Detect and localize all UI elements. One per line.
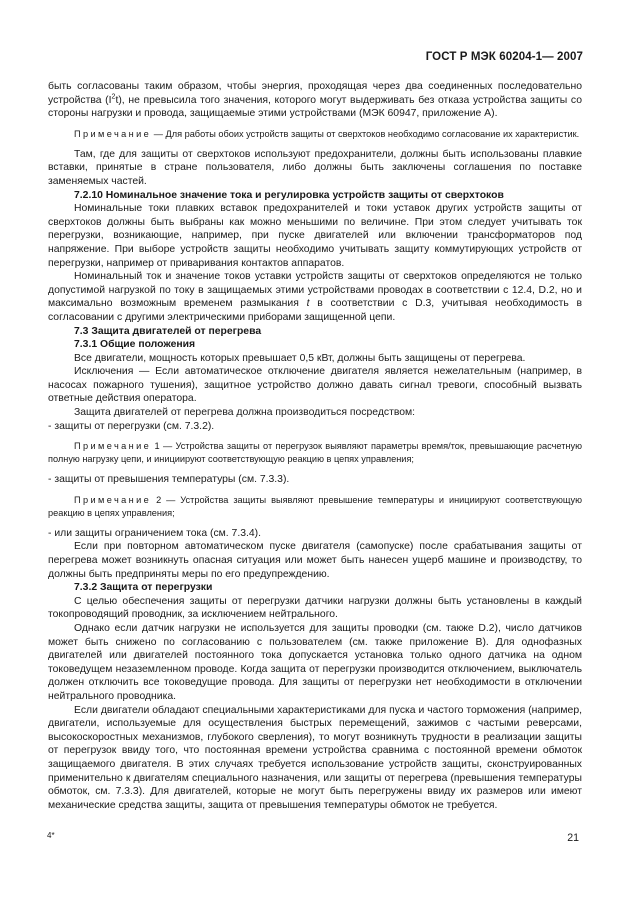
- note-label: Примечание: [74, 128, 152, 139]
- paragraph: Там, где для защиты от сверхтоков используют предохранители, должны быть использованы плавкие вставки, принятые в стране пользователя, либо должны быть заключены соглашения по поставке заменяемых частей.: [48, 148, 582, 187]
- superscript: 2: [111, 93, 116, 101]
- paragraph: Если двигатели обладают специальными характеристиками для пуска и частого торможения (например, двигатели, используемые для осуществления быстрых перемещений, зажимов с частыми реверсами, высокоскоростных механизмов, глубокого сверления), то могут возникнуть трудности в реализации защиты от перегрузок ввиду того, что постоянная времени устройства сравнима с постоянной времени обмоток защищаемого двигателя. В этих случаях требуется использование устройств защиты, сконструированных применительно к двигателям специального назначения, или защиты от перегрева (превышения температуры обмоток, см. 7.3.3). Для двигателей, которые не могут быть перегружены ввиду их размеров или имеют механические средства защиты, защита от превышения температуры обмоток не требуется.: [48, 704, 582, 811]
- text-span: t), не превысила того значения, которого могут выдерживать без отказа устройства защиты со стороны нагрузки и провода, защищаемые этими устройствами (МЭК 60947, приложение А).: [48, 94, 583, 120]
- text-span: быть согласованы таким образом, чтобы энергия, проходящая через два соединенных последовательно устройства (I: [48, 81, 582, 106]
- text-span: Номинальный ток и значение токов уставки устройств защиты от сверхтоков определяются не только допустимой нагрузкой по току в защищаемых этими устройствами проводах в соответствии с 12.4, D.2, но и максимально возможным временем размыкания: [48, 271, 582, 310]
- paragraph: С целью обеспечения защиты от перегрузки датчики нагрузки должны быть установлены в каждый токопроводящий проводник, за исключением нейтрального.: [48, 595, 582, 621]
- note-label: Примечание: [74, 494, 152, 505]
- section-heading-7-3-1: 7.3.1 Общие положения: [74, 339, 196, 351]
- section-heading-7-3: 7.3 Защита двигателей от перегрева: [74, 325, 262, 337]
- paragraph: [48, 270, 582, 324]
- list-item: - или защиты ограничением тока (см. 7.3.4).: [48, 527, 262, 539]
- document-header: ГОСТ Р МЭК 60204-1— 2007: [425, 51, 583, 63]
- list-item: - защиты от превышения температуры (см. 7.3.3).: [48, 474, 290, 486]
- note: [48, 440, 582, 466]
- paragraph: Номинальные токи плавких вставок предохранителей и токи уставок других устройств защиты от сверхтоков должны быть выбраны как можно меньшими по величине. При этом следует учитывать ток перегрузки, возникающие, например, при пуске двигателей или включении трансформаторов под напряжение. При выборе устройств защиты необходимо учитывать защиту коммутирующих устройств от перегрузки, например от приваривания контактов аппаратов.: [48, 203, 582, 269]
- paragraph: [48, 80, 582, 121]
- page-number: 21: [567, 832, 579, 844]
- note: [48, 128, 582, 141]
- page-body: [48, 80, 582, 812]
- paragraph: Однако если датчик нагрузки не используется для защиты проводки (см. также D.2), число датчиков может быть снижено по согласованию с пользователем (см. также приложение В). Для однофазных двигателей или двигателей постоянного тока допускается установка только одного датчика на одном токоведущем незаземленном проводе. Когда защита от перегрузки производится отключением, выключатель должен отключить все токоведущие провода. Для защиты от перегрузки нет необходимости в отключении нейтрального проводника.: [48, 623, 582, 702]
- section-heading-7-2-10: 7.2.10 Номинальное значение тока и регулировка устройств защиты от сверхтоков: [74, 189, 504, 201]
- note-label: Примечание: [74, 441, 152, 452]
- paragraph: Все двигатели, мощность которых превышает 0,5 кВт, должны быть защищены от перегрева.: [74, 352, 526, 364]
- note: [48, 494, 582, 520]
- paragraph: Если при повторном автоматическом пуске двигателя (самопуске) после срабатывания защиты от перегрева может возникнуть опасная ситуация или может быть нанесен ущерб машине и производству, то должны быть предприняты меры по его предупреждению.: [48, 541, 582, 580]
- paragraph: Исключения — Если автоматическое отключение двигателя является нежелательным (например, в насосах пожарного тушения), защитное устройство должно давать сигнал тревоги, способный вызвать ответные действия оператора.: [48, 366, 582, 405]
- sheet-mark: 4*: [47, 831, 55, 840]
- note-text: — Для работы обоих устройств защиты от сверхтоков необходимо согласование их характеристик.: [151, 128, 580, 139]
- note-text: 1 — Устройства защиты от перегрузок выявляют параметры время/ток, превышающие расчетную полную нагрузку цепи, и инициируют соответствующую реакцию в цепях управления;: [48, 441, 582, 465]
- italic-symbol: t: [306, 298, 310, 310]
- note-text: 2 — Устройства защиты выявляют превышение температуры и инициируют соответствующую реакцию в цепях управления;: [48, 494, 582, 518]
- list-item: - защиты от перегрузки (см. 7.3.2).: [48, 420, 215, 432]
- text-span: в соответствии с D.3, учитывая необходимость в согласовании с другими электрическими приборами защищенной цепи.: [48, 298, 582, 323]
- section-heading-7-3-2: 7.3.2 Защита от перегрузки: [74, 582, 213, 594]
- paragraph: Защита двигателей от перегрева должна производиться посредством:: [74, 407, 416, 419]
